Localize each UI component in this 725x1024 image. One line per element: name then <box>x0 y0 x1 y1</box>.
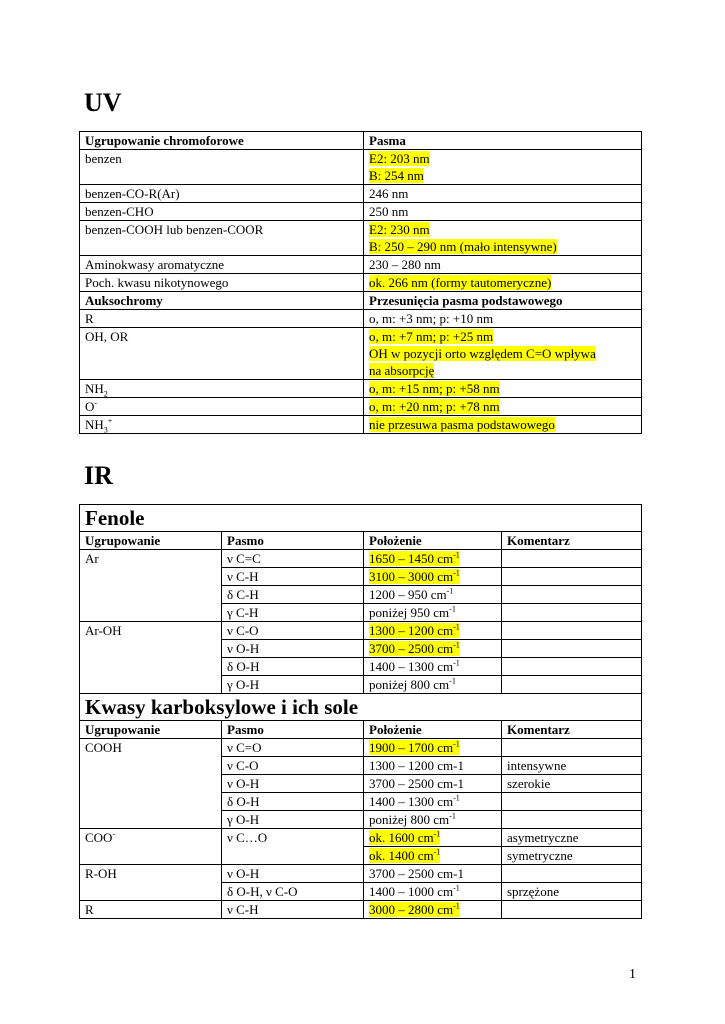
group-cell: Ar <box>80 550 222 622</box>
header-cell: Ugrupowanie <box>80 532 222 550</box>
unit-superscript: -1 <box>453 883 460 893</box>
position-cell <box>364 658 502 676</box>
unit-superscript: -1 <box>446 586 454 596</box>
unit-superscript: -1 <box>433 829 441 839</box>
comment-cell <box>502 739 642 757</box>
band-line <box>369 416 636 433</box>
position-cell <box>364 811 502 829</box>
unit-superscript: -1 <box>453 550 460 560</box>
table-row <box>80 550 642 568</box>
unit-superscript: -1 <box>453 901 460 911</box>
group-superscript: - <box>94 398 98 408</box>
band-cell: ν O-H <box>222 640 364 658</box>
band-cell <box>364 203 642 221</box>
band-cell: ν O-H <box>222 775 364 793</box>
position-cell <box>364 640 502 658</box>
band-cell: δ O-H <box>222 658 364 676</box>
band-text: o, m: +15 nm; p: +58 nm <box>369 381 500 396</box>
header-cell: Komentarz <box>502 721 642 739</box>
position-value: poniżej 950 $cm^{-1}$ <box>369 604 456 620</box>
band-cell <box>364 150 642 185</box>
table-row <box>80 185 642 203</box>
band-line <box>369 398 636 415</box>
position-value: poniżej 800 $cm^{-1}$ <box>369 676 456 692</box>
table-row <box>80 310 642 328</box>
table-row <box>80 274 642 292</box>
table-row <box>80 328 642 380</box>
ir-heading: IR <box>84 461 113 490</box>
comment-cell <box>502 640 642 658</box>
band-line <box>369 150 636 167</box>
band-cell: ν C…O <box>222 829 364 865</box>
table-row <box>80 416 642 434</box>
band-text: o, m: +3 nm; p: +10 nm <box>369 311 494 326</box>
band-cell <box>364 380 642 398</box>
group-cell: Ar-OH <box>80 622 222 694</box>
table-row <box>80 865 642 883</box>
unit-superscript: -1 <box>433 847 441 857</box>
band-cell <box>364 274 642 292</box>
group-cell: R-OH <box>80 865 222 901</box>
band-text: 246 nm <box>369 186 409 201</box>
band-cell <box>364 221 642 256</box>
group-cell: R <box>80 310 364 328</box>
position-cell <box>364 568 502 586</box>
comment-cell: szerokie <box>502 775 642 793</box>
band-cell <box>364 256 642 274</box>
group-base: NH <box>85 417 104 432</box>
comment-cell <box>502 676 642 694</box>
band-line <box>369 221 636 238</box>
table-row <box>80 256 642 274</box>
comment-cell: sprzężone <box>502 883 642 901</box>
group-cell: benzen-COOH lub benzen-COOR <box>80 221 364 256</box>
group-cell <box>80 398 364 416</box>
band-text: nie przesuwa pasma podstawowego <box>369 417 555 432</box>
band-line <box>369 256 636 273</box>
band-cell: ν C-O <box>222 757 364 775</box>
band-cell: γ O-H <box>222 676 364 694</box>
group-superscript: + <box>107 416 113 426</box>
position-value: 3100 – 3000 $cm^{-1}$ <box>369 568 460 584</box>
unit-superscript: -1 <box>453 658 460 668</box>
position-cell <box>364 793 502 811</box>
table-row <box>80 398 642 416</box>
band-line <box>369 185 636 202</box>
band-text: B: 250 – 290 nm (mało intensywne) <box>369 239 557 254</box>
band-text: ok. 266 nm (formy tautomeryczne) <box>369 275 552 290</box>
comment-cell <box>502 865 642 883</box>
comment-cell: symetryczne <box>502 847 642 865</box>
band-cell: ν C-H <box>222 901 364 919</box>
header-cell: Ugrupowanie <box>80 721 222 739</box>
band-text: o, m: +7 nm; p: +25 nm <box>369 329 494 344</box>
group-cell: benzen-CHO <box>80 203 364 221</box>
uv-aux-header-row <box>80 292 642 310</box>
band-cell: ν C-H <box>222 568 364 586</box>
position-cell <box>364 865 502 883</box>
kwasy-title: Kwasy karboksylowe i ich sole <box>80 694 642 721</box>
group-cell: COOH <box>80 739 222 829</box>
band-text: OH w pozycji orto względem C=O wpływa <box>369 346 596 361</box>
band-cell: γ O-H <box>222 811 364 829</box>
comment-cell: asymetryczne <box>502 829 642 847</box>
band-line <box>369 167 636 184</box>
position-cell <box>364 757 502 775</box>
band-cell <box>364 398 642 416</box>
fenole-title-row <box>80 505 642 532</box>
position-value: 1900 – 1700 $cm^{-1}$ <box>369 739 460 755</box>
group-cell <box>80 416 364 434</box>
group-cell: Poch. kwasu nikotynowego <box>80 274 364 292</box>
position-cell <box>364 622 502 640</box>
position-value: ok. 1400 $cm^{-1}$ <box>369 847 441 863</box>
comment-cell <box>502 586 642 604</box>
table-row <box>80 901 642 919</box>
unit-superscript: -1 <box>449 604 456 614</box>
band-cell: δ O-H, ν C-O <box>222 883 364 901</box>
uv-heading: UV <box>84 88 122 117</box>
band-line <box>369 310 636 327</box>
position-cell <box>364 829 502 847</box>
unit-superscript: -1 <box>449 811 456 821</box>
group-superscript: - <box>112 829 116 839</box>
header-cell: Komentarz <box>502 532 642 550</box>
unit-superscript: -1 <box>453 568 460 578</box>
position-value: ok. 1600 $cm^{-1}$ <box>369 829 441 845</box>
unit-superscript: -1 <box>453 640 460 650</box>
unit-superscript: -1 <box>449 676 456 686</box>
position-cell <box>364 883 502 901</box>
comment-cell <box>502 568 642 586</box>
band-line <box>369 274 636 291</box>
table-row <box>80 829 642 847</box>
table-row <box>80 739 642 757</box>
header-cell: Przesunięcia pasma podstawowego <box>364 292 642 310</box>
band-cell: ν C-O <box>222 622 364 640</box>
comment-cell <box>502 604 642 622</box>
band-cell <box>364 416 642 434</box>
uv-header-row <box>80 132 642 150</box>
comment-cell <box>502 550 642 568</box>
position-value: 1200 – 950 $cm^{-1}$ <box>369 586 454 602</box>
group-cell: benzen-CO-R(Ar) <box>80 185 364 203</box>
position-value: 1400 – 1300 $cm^{-1}$ <box>369 658 460 674</box>
page-number: 1 <box>629 967 636 982</box>
group-cell: R <box>80 901 222 919</box>
table-row <box>80 150 642 185</box>
uv-table <box>79 131 642 434</box>
group-base: NH <box>85 381 104 396</box>
group-cell: OH, OR <box>80 328 364 380</box>
fenole-title: Fenole <box>80 505 642 532</box>
position-value: 3000 – 2800 $cm^{-1}$ <box>369 901 460 917</box>
position-value: 1400 – 1000 $cm^{-1}$ <box>369 883 460 899</box>
band-line <box>369 380 636 397</box>
header-cell: Pasmo <box>222 721 364 739</box>
group-cell: Aminokwasy aromatyczne <box>80 256 364 274</box>
comment-cell <box>502 658 642 676</box>
band-text: na absorpcję <box>369 363 435 378</box>
group-cell <box>80 380 364 398</box>
comment-cell <box>502 901 642 919</box>
band-text: o, m: +20 nm; p: +78 nm <box>369 399 500 414</box>
position-value: poniżej 800 $cm^{-1}$ <box>369 811 456 827</box>
comment-cell <box>502 622 642 640</box>
position-cell <box>364 586 502 604</box>
header-cell: Ugrupowanie chromoforowe <box>80 132 364 150</box>
band-text: E2: 230 nm <box>369 222 430 237</box>
position-value: 1650 – 1450 $cm^{-1}$ <box>369 550 460 566</box>
band-cell: γ C-H <box>222 604 364 622</box>
band-cell <box>364 328 642 380</box>
band-text: 250 nm <box>369 204 409 219</box>
band-line <box>369 238 636 255</box>
kwasy-title-row <box>80 694 642 721</box>
position-value: 1400 – 1300 $cm^{-1}$ <box>369 793 460 809</box>
band-line <box>369 203 636 220</box>
table-row <box>80 221 642 256</box>
header-cell: Auksochromy <box>80 292 364 310</box>
header-cell: Położenie <box>364 721 502 739</box>
kwasy-header-row <box>80 721 642 739</box>
band-cell: ν C=O <box>222 739 364 757</box>
comment-cell <box>502 811 642 829</box>
position-value: 3700 – 2500 $cm^{-1}$ <box>369 640 460 656</box>
group-cell: COO- <box>80 829 222 865</box>
group-subscript: 3 <box>103 425 108 435</box>
position-cell <box>364 604 502 622</box>
position-value: 1300 – 1200 cm-1 <box>369 758 464 773</box>
header-cell: Położenie <box>364 532 502 550</box>
header-cell: Pasma <box>364 132 642 150</box>
position-cell <box>364 676 502 694</box>
band-text: B: 254 nm <box>369 168 424 183</box>
unit-superscript: -1 <box>453 622 460 632</box>
position-cell <box>364 847 502 865</box>
band-line <box>369 328 636 345</box>
band-cell: ν C=C <box>222 550 364 568</box>
band-line <box>369 362 636 379</box>
group-base: O <box>85 399 95 414</box>
group-cell: benzen <box>80 150 364 185</box>
unit-superscript: -1 <box>453 739 460 749</box>
table-row <box>80 380 642 398</box>
table-row <box>80 622 642 640</box>
band-text: E2: 203 nm <box>369 151 430 166</box>
position-value: 3700 – 2500 cm-1 <box>369 776 464 791</box>
comment-cell: intensywne <box>502 757 642 775</box>
header-cell: Pasmo <box>222 532 364 550</box>
position-value: 1300 – 1200 $cm^{-1}$ <box>369 622 460 638</box>
ir-table <box>79 504 642 919</box>
unit-superscript: -1 <box>453 793 460 803</box>
band-cell <box>364 185 642 203</box>
position-cell <box>364 901 502 919</box>
band-line <box>369 345 636 362</box>
band-cell <box>364 310 642 328</box>
comment-cell <box>502 793 642 811</box>
table-row <box>80 203 642 221</box>
position-cell <box>364 775 502 793</box>
fenole-header-row <box>80 532 642 550</box>
position-cell <box>364 739 502 757</box>
band-cell: ν O-H <box>222 865 364 883</box>
band-cell: δ O-H <box>222 793 364 811</box>
group-subscript: 2 <box>103 389 108 399</box>
position-cell <box>364 550 502 568</box>
band-text: 230 – 280 nm <box>369 257 441 272</box>
band-cell: δ C-H <box>222 586 364 604</box>
position-value: 3700 – 2500 cm-1 <box>369 866 464 881</box>
